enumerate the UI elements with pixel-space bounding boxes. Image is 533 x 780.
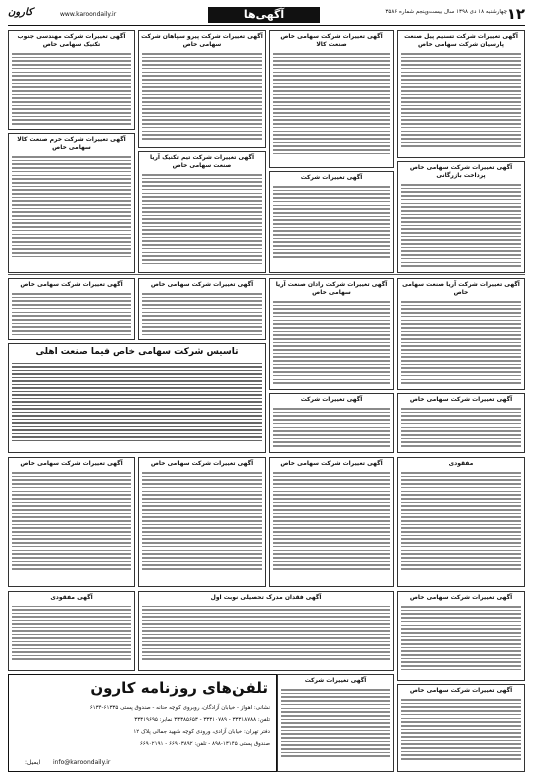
notice-body: [270, 50, 393, 157]
notice-title: آگهی تغییرات شرکت سهامی خاص پرداخت بازرگانی: [409, 164, 513, 179]
notice-title: آگهی تغییرات شرکت خرم صنعت کالا سهامی خاص: [17, 136, 126, 151]
contact-po-box: صندوق پستی ۱۳۱۴۵-۸۹۸ - تلفن: ۶۶۹۰۳۸۹۲ - ۶۶۹۰۲۱۹۱: [139, 741, 270, 747]
notice-title: آگهی تغییرات شرکت سهامی خاص: [409, 594, 513, 601]
notice-body: [139, 290, 265, 338]
notice-title: آگهی تغییرات شرکت: [300, 396, 363, 403]
notice-title: آگهی تغییرات شرکت سهامی خاص: [409, 687, 513, 694]
notice-body: [9, 603, 134, 663]
notice-body: [270, 469, 393, 573]
notice-body: [139, 171, 265, 267]
notice-box: [8, 591, 135, 671]
notice-box: [397, 591, 525, 681]
page-header: [8, 6, 525, 26]
notice-title: آگهی تغییرات شرکت سهامی خاص: [409, 396, 513, 403]
notice-title: آگهی تغییرات شرکت سهامی خاص صنعت کالا: [280, 33, 383, 48]
notice-box: [397, 161, 525, 273]
notice-box: [277, 674, 394, 772]
notice-box: [138, 151, 266, 273]
notice-box: [269, 457, 394, 587]
notice-box: [138, 278, 266, 340]
notice-box: [397, 278, 525, 390]
notice-body: [9, 469, 134, 573]
notice-box: [8, 133, 135, 273]
email-label: ایمیل:: [25, 759, 41, 766]
notice-body: [398, 50, 524, 150]
notice-body: [270, 405, 393, 450]
notice-box: [8, 30, 135, 130]
notice-box: [138, 591, 394, 671]
notice-box: [397, 684, 525, 772]
notice-title: آگهی تغییرات شرکت: [300, 174, 363, 181]
notice-title: آگهی مفقودی: [50, 594, 93, 601]
issue-date-line: چهارشنبه ۱۸ دی ۱۳۹۸ سال بیست‌وپنجم شماره ۳۵۸۶: [385, 9, 507, 15]
contact-title: تلفن‌های روزنامه کارون: [90, 679, 268, 697]
notice-title: آگهی تغییرات شرکت مهندسی جنوب تکنیک سهامی خاص: [17, 33, 126, 48]
notice-title: آگهی تغییرات شرکت سهامی خاص: [280, 460, 383, 467]
notice-body: [9, 360, 265, 444]
notice-title: مفقودی: [448, 460, 474, 467]
newspaper-logo: کارون: [8, 7, 33, 18]
notice-box: [269, 278, 394, 390]
notice-title: آگهی تغییرات شرکت پیرو سپاهان شرکت سهامی خاص: [141, 33, 263, 48]
notice-box: [8, 457, 135, 587]
notice-title: آگهی تغییرات شرکت سهامی خاص: [150, 281, 254, 288]
section-divider: [8, 274, 525, 275]
notice-body: [9, 153, 134, 260]
notice-body: [139, 603, 393, 663]
notice-title: آگهی تغییرات شرکت تیم تکنیک آریا صنعت سهامی خاص: [149, 154, 255, 169]
notice-box: [269, 30, 394, 168]
notice-body: [398, 696, 524, 763]
notice-title: آگهی تغییرات شرکت رادان صنعت آریا سهامی خاص: [275, 281, 388, 296]
newspaper-contact-box: [8, 674, 277, 772]
notice-box: [138, 457, 266, 587]
notice-box: [397, 457, 525, 587]
notice-box: [138, 30, 266, 148]
website-link[interactable]: www.karoondaily.ir: [60, 11, 117, 18]
notice-title: آگهی فقدان مدرک تحصیلی نوبت اول: [210, 594, 322, 601]
newspaper-page: [8, 6, 525, 774]
notice-title: آگهی تغییرات شرکت سهامی خاص: [150, 460, 254, 467]
notice-body: [398, 603, 524, 673]
notice-body: [270, 183, 393, 261]
contact-address: نشانی: اهواز - خیابان آزادگان، روبروی کوچه حنانه - صندوق پستی ۶۱۳۳۵-۶۱۳۴: [89, 705, 270, 711]
notice-body: [398, 181, 524, 270]
notice-title: آگهی تغییرات شرکت تسنیم پیل صنعت پارسیان شرکت سهامی خاص: [404, 33, 518, 48]
notice-body: [398, 469, 524, 573]
notice-body: [278, 686, 393, 760]
notice-body: [9, 50, 134, 128]
notice-box: [269, 171, 394, 273]
notice-body: [398, 405, 524, 450]
notice-body: [270, 298, 393, 387]
notice-box: [397, 30, 525, 158]
notice-box: [269, 393, 394, 453]
notice-title: آگهی تغییرات شرکت: [304, 677, 367, 684]
notice-body: [398, 298, 524, 387]
email-link[interactable]: info@karoondaily.ir: [53, 759, 111, 766]
notice-title: آگهی تغییرات شرکت آریا صنعت سهامی خاص: [402, 281, 520, 296]
contact-tehran-office: دفتر تهران: خیابان آزادی، ورودی کوچه شهید جمالی پلاک ۱۲: [133, 729, 270, 735]
notice-title: آگهی تغییرات شرکت سهامی خاص: [20, 460, 123, 467]
section-title: آگهی‌ها: [208, 7, 320, 23]
notice-body: [139, 50, 265, 143]
page-number: ۱۲: [506, 5, 525, 23]
notice-body: [139, 469, 265, 573]
notice-box-featured: [8, 343, 266, 453]
notice-title: تاسیس شرکت سهامی خاص فیما صنعت اهلی: [35, 347, 239, 357]
notice-box: [8, 278, 135, 340]
notice-body: [9, 290, 134, 338]
contact-phones: تلفن: ۳۳۳۱۸۷۸۸ - ۳۳۳۱۰۷۸۹ - ۳۳۳۸۵۶۵۳ نمابر: ۳۳۳۱۹۶۹۵: [134, 717, 270, 723]
notice-title: آگهی تغییرات شرکت سهامی خاص: [20, 281, 123, 288]
notice-box: [397, 393, 525, 453]
